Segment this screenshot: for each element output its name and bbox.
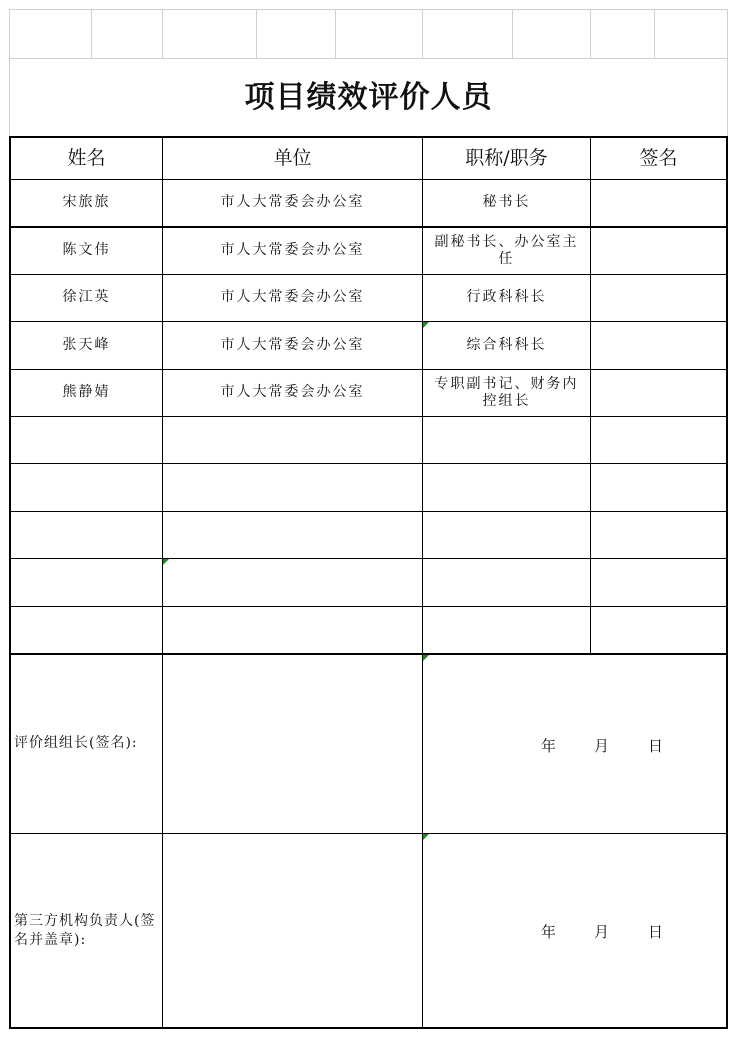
date-month: 月	[594, 923, 610, 941]
row-name: 熊静婧	[62, 384, 111, 401]
grid-col-a	[91, 9, 92, 58]
third-party-label: 第三方机构负责人(签名并盖章):	[14, 912, 156, 948]
leader-signature-area[interactable]	[163, 655, 422, 833]
date-day: 日	[648, 737, 664, 755]
row-unit: 市人大常委会办公室	[220, 336, 365, 353]
page-title: 项目绩效评价人员	[244, 80, 493, 116]
header-name: 姓名	[67, 146, 106, 169]
row-unit: 市人大常委会办公室	[220, 242, 365, 259]
row-position: 行政科科长	[466, 289, 547, 306]
comment-marker-icon	[163, 559, 169, 565]
grid-col-b	[162, 9, 163, 58]
row-position: 综合科科长	[466, 336, 547, 353]
date-year: 年	[541, 923, 557, 941]
header-signature: 签名	[639, 146, 678, 169]
row-name: 张天峰	[62, 336, 111, 353]
date-day: 日	[648, 923, 664, 941]
table-line	[9, 416, 728, 417]
date-month: 月	[594, 737, 610, 755]
row-position: 副秘书长、办公室主任	[434, 233, 579, 267]
grid-col-d	[335, 9, 336, 58]
table-line	[9, 511, 728, 512]
third-party-date	[423, 834, 726, 1027]
third-party-signature-area[interactable]	[163, 834, 422, 1027]
table-line	[9, 606, 728, 607]
row-unit: 市人大常委会办公室	[220, 384, 365, 401]
row-signature[interactable]	[591, 322, 726, 369]
grid-col-g	[590, 9, 591, 58]
grid-col-f	[512, 9, 513, 58]
row-signature[interactable]	[591, 228, 726, 274]
grid-line-row1	[9, 58, 728, 59]
header-unit: 单位	[273, 146, 312, 169]
table-line	[9, 558, 728, 559]
header-position: 职称/职务	[465, 146, 548, 169]
row-name: 宋旅旅	[62, 194, 111, 211]
row-unit: 市人大常委会办公室	[220, 289, 365, 306]
grid-col-e	[422, 9, 423, 58]
row-unit: 市人大常委会办公室	[220, 194, 365, 211]
grid-line-top	[9, 9, 728, 10]
row-name: 徐江英	[62, 289, 111, 306]
grid-col-c	[256, 9, 257, 58]
row-name: 陈文伟	[62, 242, 111, 259]
leader-label: 评价组组长(签名):	[14, 735, 138, 752]
comment-marker-icon	[423, 322, 429, 328]
row-signature[interactable]	[591, 370, 726, 416]
leader-date	[423, 655, 726, 833]
grid-col-h	[654, 9, 655, 58]
table-border-right	[726, 136, 728, 1029]
date-year: 年	[541, 737, 557, 755]
row-position: 专职副书记、财务内控组长	[434, 375, 579, 409]
table-line	[9, 463, 728, 464]
row-signature[interactable]	[591, 275, 726, 321]
row-signature[interactable]	[591, 180, 726, 226]
table-border-bottom	[9, 1027, 728, 1029]
row-position: 秘书长	[482, 194, 531, 211]
